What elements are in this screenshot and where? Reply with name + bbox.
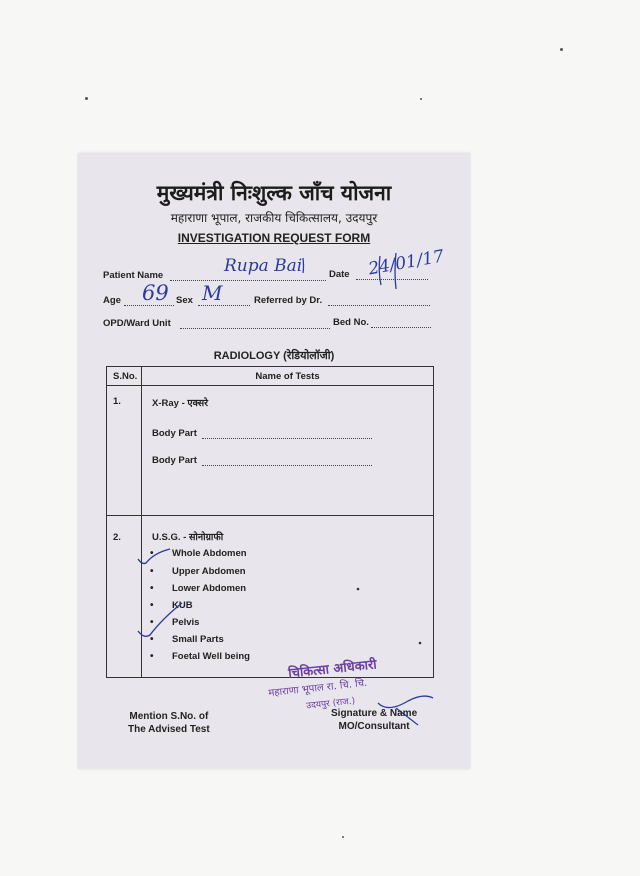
row-sno: 1. — [113, 396, 121, 407]
option-whole-abdomen[interactable]: • Whole Abdomen — [152, 548, 247, 559]
option-upper-abdomen[interactable]: • Upper Abdomen — [152, 566, 246, 577]
opd-ward-label: OPD/Ward Unit — [103, 318, 171, 329]
scan-speck — [85, 97, 88, 100]
signature-stroke — [378, 696, 433, 707]
option-small-parts[interactable]: • Small Parts — [152, 634, 224, 645]
speck — [357, 588, 360, 591]
sex-label: Sex — [176, 295, 193, 306]
speck — [419, 642, 422, 645]
xray-title: X-Ray - एक्सरे — [152, 398, 209, 409]
stamp-line-1: चिकित्सा अधिकारी — [287, 657, 378, 682]
scan-speck — [560, 48, 563, 51]
sno-header: S.No. — [107, 367, 142, 386]
age-label: Age — [103, 295, 121, 306]
patient-name-label: Patient Name — [103, 270, 164, 281]
date-field[interactable]: 24/01/17 — [366, 246, 446, 280]
check-mark-icon — [138, 549, 170, 564]
signature-area[interactable]: Signature & Name MO/Consultant — [331, 708, 418, 732]
referred-by-label: Referred by Dr. — [254, 295, 323, 306]
body-part-label: Body Part — [152, 455, 197, 466]
scheme-title: मुख्यमंत्री निःशुल्क जाँच योजना — [156, 181, 392, 205]
hospital-name: महाराणा भूपाल, राजकीय चिकित्सालय, उदयपुर — [170, 211, 378, 225]
option-kub[interactable]: • KUB — [152, 600, 193, 611]
date-stroke — [379, 256, 381, 285]
stamp-line-3: उदयपुर (राज.) — [305, 696, 356, 712]
option-foetal-well-being[interactable]: • Foetal Well being — [152, 651, 250, 662]
check-mark-icon — [138, 603, 182, 636]
scan-speck — [342, 836, 344, 838]
option-pelvis[interactable]: • Pelvis — [152, 617, 199, 628]
form-title: INVESTIGATION REQUEST FORM — [177, 231, 371, 245]
tests-header: Name of Tests — [142, 367, 434, 386]
option-lower-abdomen[interactable]: • Lower Abdomen — [152, 583, 246, 594]
mention-sno-note: Mention S.No. of The Advised Test — [128, 711, 210, 735]
row-sno: 2. — [113, 532, 121, 543]
bed-no-label: Bed No. — [333, 317, 369, 328]
date-stroke — [395, 253, 396, 289]
stamp-line-2: महाराणा भूपाल रा. चि. चि. — [267, 677, 368, 700]
date-label: Date — [329, 269, 350, 280]
name-stroke — [303, 258, 304, 273]
radiology-heading: RADIOLOGY (रेडियोलॉजी) — [213, 350, 335, 362]
scan-speck — [420, 98, 422, 100]
body-part-label: Body Part — [152, 428, 197, 439]
sex-field[interactable]: M — [202, 281, 223, 305]
investigation-request-form — [78, 153, 470, 769]
handwriting-overlay — [78, 153, 470, 769]
age-field[interactable]: 69 — [142, 281, 169, 305]
patient-name-field[interactable]: Rupa Bai — [224, 256, 303, 276]
usg-title: U.S.G. - सोनोग्राफी — [152, 532, 224, 543]
